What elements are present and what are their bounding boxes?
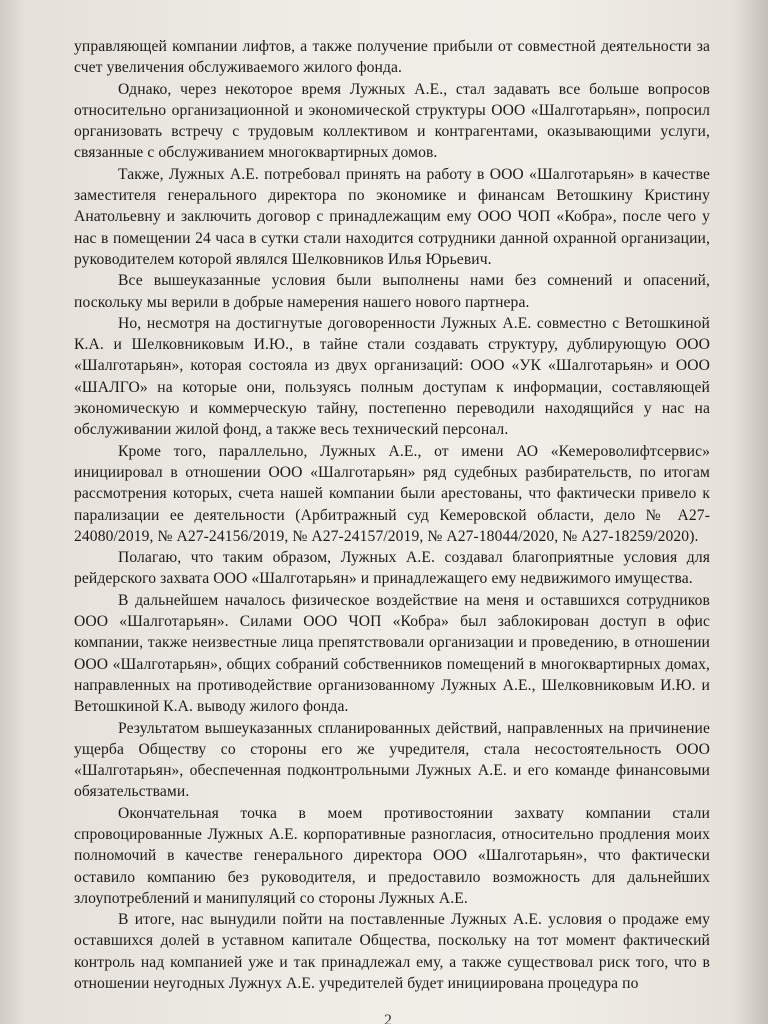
paragraph: Полагаю, что таким образом, Лужных А.Е. создавал благоприятные условия для рейдерского захвата ООО «Шалготарьян» и принадлежащего ему недвижимого имущества. bbox=[74, 549, 710, 588]
paragraph: В итоге, нас вынудили пойти на поставленные Лужных А.Е. условия о продаже ему оставшихся долей в уставном капитале Общества, поскольку на тот момент фактический контроль над компанией уже и так принадлежал ему, а также существовал риск того, что в отношении неугодных Лужнух А.Е. учредителей будет инициирована процедура по bbox=[74, 911, 710, 993]
page-shadow-left bbox=[0, 0, 24, 1024]
paragraph: В дальнейшем началось физическое воздействие на меня и оставшихся сотрудников ООО «Шалготарьян». Силами ООО ЧОП «Кобра» был заблокирован доступ в офис компании, также неизвестные лица препятствовали организации и проведению, в отношении ООО «Шалготарьян», общих собраний собственников помещений в многоквартирных домах, направленных на противодействие организованному Лужных А.Е., Шелковниковым И.Ю. и Ветошкиной К.А. выводу жилого фонда. bbox=[74, 591, 710, 716]
document-body bbox=[74, 36, 710, 994]
page-shadow-right bbox=[734, 0, 768, 1024]
paragraph: Но, несмотря на достигнутые договоренности Лужных А.Е. совместно с Ветошкиной К.А. и Шелковниковым И.Ю., в тайне стали создавать структуру, дублирующую ООО «Шалготарьян», которая состояла из двух организаций: ООО «УК «Шалготарьян» и ООО «ШАЛГО» на которые они, пользуясь полным доступам к информации, составляющей экономическую и коммерческую тайну, постепенно переводили находящийся у нас на обслуживании жилой фонд, а также весь технический персонал. bbox=[74, 314, 710, 439]
paragraph: Однако, через некоторое время Лужных А.Е., стал задавать все больше вопросов относительно организационной и экономической структуры ООО «Шалготарьян», попросил организовать встречу с трудовым коллективом и контрагентами, оказывающими услуги, связанные с обслуживанием многоквартирных домов. bbox=[74, 80, 710, 162]
paragraph: Также, Лужных А.Е. потребовал принять на работу в ООО «Шалготарьян» в качестве заместителя генерального директора по экономике и финансам Ветошкину Кристину Анатольевну и заключить договор с принадлежащим ему ООО ЧОП «Кобра», после чего у нас в помещении 24 часа в сутки стали находится сотрудники данной охранной организации, руководителем которой являлся Шелковников Илья Юрьевич. bbox=[74, 165, 710, 268]
page-number: 2 bbox=[384, 1012, 392, 1024]
paragraph: управляющей компании лифтов, а также получение прибыли от совместной деятельности за счет увеличения обслуживаемого жилого фонда. bbox=[74, 38, 710, 77]
paragraph: Результатом вышеуказанных спланированных действий, направленных на причинение ущерба Обществу со стороны его же учредителя, стала несостоятельность ООО «Шалготарьян», обеспеченная подконтрольными Лужных А.Е. и его команде финансовыми обязательствами. bbox=[74, 719, 710, 801]
paragraph: Кроме того, параллельно, Лужных А.Е., от имени АО «Кемероволифтсервис» инициировал в отношении ООО «Шалготарьян» ряд судебных разбирательств, по итогам рассмотрения которых, счета нашей компании были арестованы, что фактически привело к парализации ее деятельности (Арбитражный суд Кемеровской области, дело № А27-24080/2019, № А27-24156/2019, № А27-24157/2019, № А27-18044/2020, № А27-18259/2020). bbox=[74, 442, 710, 545]
paragraph: Окончательная точка в моем противостоянии захвату компании стали спровоцированные Лужных А.Е. корпоративные разногласия, относительно продления моих полномочий в качестве генерального директора ООО «Шалготарьян», что фактически оставило компанию без руководителя, и предоставило возможность для дальнейших злоупотреблений и манипуляций со стороны Лужных А.Е. bbox=[74, 804, 710, 907]
paragraph: Все вышеуказанные условия были выполнены нами без сомнений и опасений, поскольку мы верили в добрые намерения нашего нового партнера. bbox=[74, 272, 710, 311]
